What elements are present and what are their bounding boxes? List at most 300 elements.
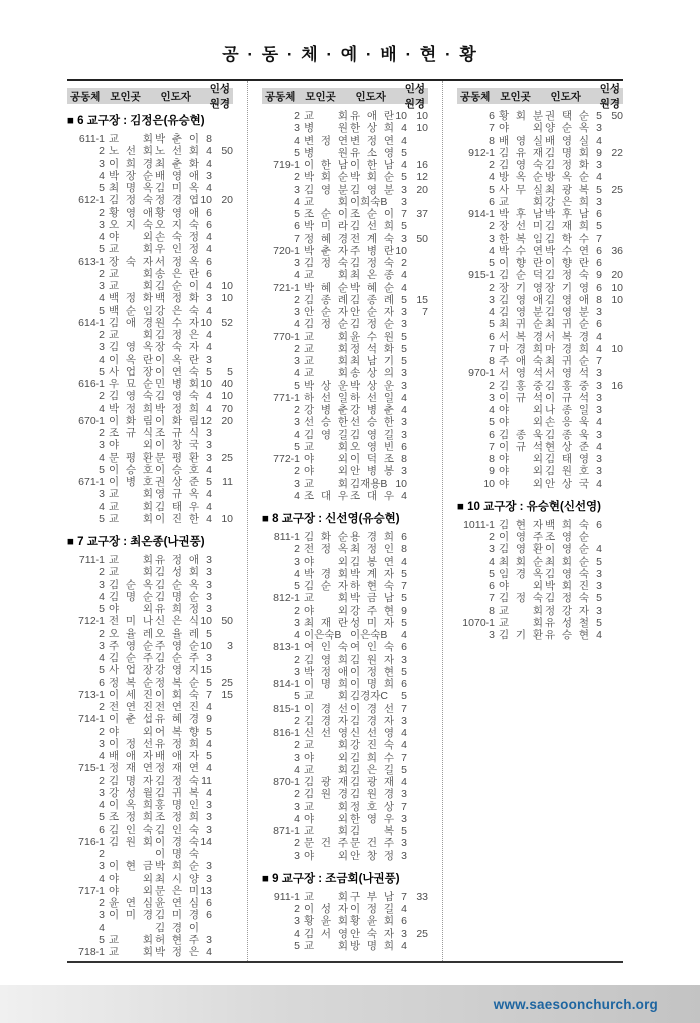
cell-bible [602, 196, 623, 208]
cell-meeting-place: 이 현 금 [109, 860, 153, 873]
cell-count: 3 [206, 566, 212, 579]
cell-community-id: 4 [99, 231, 105, 243]
cell-bible [407, 196, 428, 208]
cell-leader: 황 윤 회 [350, 915, 394, 928]
cell-community-id: 4 [294, 927, 300, 940]
cell-count: 3 [206, 652, 212, 664]
cell-count: 3 [596, 567, 602, 580]
cell-count: 5 [401, 616, 407, 629]
cell-leader: 김 은 길 [350, 763, 394, 776]
cell-meeting-place: 김 순 덕 [499, 269, 543, 282]
table-row [262, 617, 428, 629]
cell-bible [407, 147, 428, 159]
cell-leader: 김 정 숙 [545, 269, 589, 282]
cell-meeting-place: 박 미 라 [304, 220, 348, 233]
table-row [457, 220, 623, 232]
table-row [67, 860, 233, 872]
table-row [67, 476, 233, 488]
cell-bible [407, 531, 428, 543]
cell-leader: 김 영 길 [350, 428, 394, 441]
cell-bible [407, 580, 428, 592]
table-row [457, 110, 623, 122]
cell-meeting-place: 김 유 재 [499, 146, 543, 159]
cell-leader: 박 정 은 [155, 946, 199, 958]
cell-leader: 김 정 순 [350, 318, 394, 331]
cell-leader: 정 경 엽 [155, 194, 199, 207]
cell-count: 4 [401, 776, 407, 788]
cell-count: 5 [596, 220, 602, 233]
cell-leader: 김 원 호 [545, 465, 589, 478]
cell-bible: 3 [227, 639, 233, 652]
cell-leader: 윤 수 원 [350, 330, 394, 343]
table-row [457, 233, 623, 245]
cell-community-id: 6 [489, 330, 495, 343]
cell-bible [602, 306, 623, 318]
cell-community-id: 5 [294, 580, 300, 592]
cell-leader: 전 계 숙 [350, 232, 394, 245]
cell-count: 4 [206, 701, 212, 713]
cell-meeting-place: 이 승 호 [109, 463, 153, 476]
cell-bible [602, 404, 623, 416]
cell-community-id: 4 [489, 171, 495, 184]
cell-meeting-place: 서 복 경 [499, 330, 543, 343]
cell-count: 4 [206, 737, 212, 750]
table-row [262, 940, 428, 952]
cell-count: 4 [206, 786, 212, 799]
table-row [262, 531, 428, 543]
table-row [457, 478, 623, 490]
cell-community-id: 3 [99, 488, 105, 501]
cell-community-id: 2 [489, 159, 495, 171]
cell-count: 3 [401, 232, 407, 245]
cell-meeting-place: 교 회 [304, 939, 348, 952]
table-row [262, 147, 428, 159]
table-row [457, 355, 623, 367]
cell-community-id: 3 [489, 629, 495, 641]
cell-count: 3 [206, 872, 212, 885]
cell-community-id: 811-1 [273, 531, 300, 543]
table-row [457, 282, 623, 294]
cell-leader: 김 명 회 [545, 146, 589, 159]
cell-meeting-place: 선 승 한 [304, 416, 348, 429]
cell-count: 6 [596, 281, 602, 294]
table-row [262, 727, 428, 739]
cell-bible [407, 282, 428, 294]
cell-leader: 송 은 란 [155, 267, 199, 280]
cell-leader: 서 복 경 [545, 330, 589, 343]
table-column [457, 81, 623, 961]
header-count: 인원 [209, 83, 220, 110]
table-row [67, 750, 233, 762]
cell-count: 3 [206, 799, 212, 811]
cell-bible [407, 801, 428, 813]
table-row [67, 677, 233, 689]
cell-meeting-place: 교 회 [109, 933, 153, 946]
header-leader: 인도자 [160, 90, 191, 103]
cell-community-id: 814-1 [273, 678, 300, 690]
cell-leader: 원 수 자 [155, 316, 199, 329]
cell-leader: 김 정 숙 [350, 257, 394, 269]
column-body [67, 112, 233, 958]
table-row [262, 465, 428, 477]
cell-bible: 40 [221, 378, 233, 390]
cell-count: 3 [401, 416, 407, 429]
cell-meeting-place: 배 애 자 [109, 750, 153, 762]
cell-community-id: 4 [99, 292, 105, 305]
cell-meeting-place: 교 회 [109, 512, 153, 525]
cell-bible: 25 [221, 676, 233, 689]
table-row [262, 220, 428, 232]
cell-community-id: 6 [489, 580, 495, 592]
cell-community-id: 5 [294, 379, 300, 392]
cell-leader: 김 희 수 [350, 751, 394, 764]
cell-bible [407, 703, 428, 715]
cell-bible: 11 [222, 476, 233, 488]
cell-leader: 정 복 순 [155, 676, 199, 689]
cell-leader: 이 덕 조 [350, 453, 394, 465]
cell-count: 4 [401, 903, 407, 915]
cell-leader: 방 옥 순 [545, 171, 589, 184]
table-row [457, 556, 623, 568]
table-row [67, 427, 233, 439]
cell-leader: 주 영 순 [155, 639, 199, 652]
cell-count: 4 [596, 629, 602, 641]
cell-community-id: 3 [294, 355, 300, 367]
cell-count: 9 [206, 713, 212, 726]
cell-community-id: 6 [99, 823, 105, 836]
cell-leader: 이 화 림 [155, 414, 199, 427]
cell-community-id: 7 [489, 592, 495, 605]
cell-bible: 70 [221, 402, 233, 415]
cell-bible [212, 341, 233, 353]
cell-bible: 10 [221, 280, 233, 292]
cell-community-id: 915-1 [468, 269, 495, 282]
cell-meeting-place: 야 외 [304, 849, 348, 862]
cell-meeting-place: 김 정 숙 [109, 194, 153, 207]
cell-community-id: 3 [294, 257, 300, 269]
cell-leader: 이 명 희 [350, 678, 394, 690]
cell-meeting-place: 김 원 회 [109, 835, 153, 848]
cell-meeting-place: 정 복 순 [109, 676, 153, 689]
table-row [67, 354, 233, 366]
cell-leader: 김 순 주 [155, 652, 199, 664]
cell-leader: 이 경 선 [350, 702, 394, 715]
cell-community-id: 8 [489, 604, 495, 617]
cell-leader: 김 명 순 [155, 590, 199, 603]
cell-bible [602, 220, 623, 232]
cell-count: 3 [401, 653, 407, 666]
cell-leader: 박 회 진 [545, 580, 589, 592]
table-row [262, 282, 428, 294]
cell-leader: 김 정 은 [155, 329, 199, 341]
cell-leader: 강 은 숙 [155, 304, 199, 317]
cell-leader: 하 선 일 [350, 391, 394, 404]
table-row [67, 836, 233, 848]
cell-leader: 이 옥 란 [155, 353, 199, 366]
cell-count: 5 [401, 825, 407, 837]
cell-count: 3 [206, 823, 212, 836]
table-row [262, 813, 428, 825]
cell-leader: 안 병 봉 [350, 465, 394, 478]
cell-meeting-place: 교 회 [304, 195, 348, 208]
cell-leader: 강 영 지 [155, 664, 199, 677]
cell-bible [212, 934, 233, 946]
cell-meeting-place: 주 애 숙 [499, 355, 543, 367]
table-row [262, 416, 428, 428]
cell-bible [407, 441, 428, 453]
cell-leader: 한 영 우 [350, 812, 394, 825]
cell-count: 14 [200, 835, 212, 848]
cell-community-id: 871-1 [273, 825, 300, 837]
table-row [67, 378, 233, 390]
cell-leader: 장 기 영 [545, 281, 589, 294]
cell-meeting-place: 김 기 환 [499, 629, 543, 641]
cell-bible [602, 465, 623, 477]
cell-bible: 7 [422, 306, 428, 318]
cell-meeting-place: 교 회 [109, 329, 153, 341]
cell-bible [407, 813, 428, 825]
cell-meeting-place: 조 정 희 [109, 811, 153, 824]
cell-count: 12 [200, 414, 212, 427]
cell-community-id: 2 [489, 281, 495, 294]
cell-leader: 황 영 애 [155, 206, 199, 219]
cell-community-id: 3 [99, 157, 105, 170]
cell-community-id: 5 [99, 243, 105, 256]
cell-community-id: 5 [99, 463, 105, 476]
table-row [67, 640, 233, 652]
table-row [67, 726, 233, 738]
cell-community-id: 616-1 [78, 378, 105, 390]
cell-count: 4 [206, 341, 212, 354]
cell-meeting-place: 박 후 남 [499, 208, 543, 220]
cell-leader: 안 상 국 [545, 477, 589, 490]
cell-leader: 성 미 자 [350, 616, 394, 629]
header-place: 모인곳 [500, 90, 531, 103]
cell-count: 8 [401, 543, 407, 556]
cell-meeting-place: 교 회 [304, 763, 348, 776]
cell-leader: 이 한 남 [350, 159, 394, 171]
table-row [457, 519, 623, 531]
cell-meeting-place: 교 회 [109, 554, 153, 566]
cell-count: 5 [401, 665, 407, 678]
cell-count: 4 [596, 330, 602, 343]
cell-meeting-place: 오 지 숙 [109, 218, 153, 231]
cell-community-id: 5 [294, 146, 300, 159]
cell-count: 3 [401, 428, 407, 441]
cell-bible [407, 416, 428, 428]
cell-leader: 김 성 회 [155, 566, 199, 579]
cell-community-id: 4 [294, 567, 300, 580]
cell-bible: 20 [221, 414, 233, 427]
cell-count: 4 [596, 416, 602, 429]
cell-bible [407, 220, 428, 232]
cell-count: 5 [401, 763, 407, 776]
table-row [457, 294, 623, 306]
cell-count: 4 [401, 391, 407, 404]
cell-meeting-place: 하 선 일 [304, 391, 348, 404]
cell-bible [212, 591, 233, 603]
cell-count: 3 [401, 714, 407, 727]
cell-meeting-place: 박 정 희 [109, 402, 153, 415]
cell-community-id: 8 [489, 453, 495, 465]
cell-leader: 최 온 종 [350, 269, 394, 282]
cell-count: 3 [596, 604, 602, 617]
cell-bible [212, 133, 233, 145]
column-header [67, 83, 233, 110]
table-row [67, 713, 233, 725]
cell-count: 5 [401, 690, 407, 703]
cell-bible [407, 764, 428, 776]
cell-count: 5 [596, 555, 602, 568]
cell-community-id: 613-1 [78, 255, 105, 268]
cell-bible [212, 170, 233, 182]
cell-count: 6 [206, 255, 212, 268]
cell-count: 3 [401, 849, 407, 862]
cell-meeting-place: 박 수 연 [499, 244, 543, 257]
cell-bible [212, 922, 233, 934]
cell-meeting-place: 조 대 우 [304, 489, 348, 502]
table-row [262, 478, 428, 490]
cell-bible: 36 [611, 244, 623, 257]
table-row [457, 568, 623, 580]
cell-community-id: 2 [489, 220, 495, 233]
table-row [67, 909, 233, 921]
cell-bible: 33 [416, 890, 428, 903]
cell-bible [212, 305, 233, 317]
cell-meeting-place: 교 회 [109, 280, 153, 292]
table-row [262, 306, 428, 318]
cell-leader: 신 은 식 [155, 615, 199, 628]
cell-leader: 김 영 분 [545, 306, 589, 318]
table-row [67, 922, 233, 934]
cell-leader: 배 영 실 [545, 134, 589, 147]
cell-meeting-place: 김 순 자 [304, 580, 348, 592]
cell-meeting-place: 교 회 [109, 267, 153, 280]
cell-community-id: 2 [294, 837, 300, 850]
table-row [262, 556, 428, 568]
table-row [457, 159, 623, 171]
cell-leader: 문 평 환 [155, 451, 199, 464]
cell-community-id: 5 [294, 208, 300, 220]
cell-bible [407, 355, 428, 367]
cell-leader: 이은숙B [350, 629, 388, 641]
worship-status-table [67, 79, 623, 963]
cell-community-id: 2 [99, 897, 105, 909]
cell-community-id: 3 [294, 751, 300, 764]
table-row [262, 196, 428, 208]
table-row [262, 903, 428, 915]
cell-community-id: 10 [483, 477, 495, 490]
cell-bible [602, 122, 623, 134]
table-row [67, 439, 233, 451]
table-row [262, 666, 428, 678]
cell-bible [212, 885, 233, 897]
cell-count: 5 [206, 676, 212, 689]
cell-meeting-place: 이 병 호 [109, 476, 153, 488]
cell-bible [407, 915, 428, 927]
cell-bible [407, 269, 428, 281]
cell-leader: 권 택 순 [545, 110, 589, 122]
cell-leader: 이 회 숙 [155, 688, 199, 701]
cell-leader: 안 창 정 [350, 849, 394, 862]
table-row [262, 629, 428, 641]
cell-community-id: 720-1 [273, 244, 300, 257]
cell-leader: 최 정 인 [350, 543, 394, 556]
table-row [457, 629, 623, 641]
cell-leader: 강 병 춘 [350, 404, 394, 416]
table-row [262, 891, 428, 903]
cell-community-id: 3 [294, 183, 300, 196]
cell-community-id: 771-1 [273, 391, 300, 404]
website-link[interactable]: www.saesoonchurch.org [493, 996, 658, 1012]
cell-community-id: 4 [294, 134, 300, 147]
table-row [67, 219, 233, 231]
cell-community-id: 5 [99, 304, 105, 317]
table-row [67, 280, 233, 292]
cell-count: 3 [401, 812, 407, 825]
footer-bar [0, 985, 700, 1023]
cell-leader: 안 순 자 [350, 306, 394, 318]
cell-leader: 조 정 희 [155, 811, 199, 824]
cell-leader: 홍 명 인 [155, 799, 199, 811]
cell-count: 4 [596, 440, 602, 453]
table-row [262, 837, 428, 849]
table-row [262, 208, 428, 220]
cell-meeting-place: 교 회 [304, 800, 348, 813]
cell-count: 4 [596, 543, 602, 556]
table-row [457, 171, 623, 183]
cell-count: 4 [206, 182, 212, 194]
cell-bible [602, 531, 623, 543]
cell-count: 10 [200, 378, 212, 390]
cell-leader: 이 명 숙 [155, 848, 199, 860]
cell-meeting-place: 야 외 [499, 416, 543, 429]
section-title: ■ 6 교구장 : 김정은(유승현) [67, 115, 205, 127]
cell-meeting-place: 김 화 순 [304, 531, 348, 543]
cell-community-id: 2 [99, 267, 105, 280]
cell-bible [407, 727, 428, 739]
cell-community-id: 3 [99, 909, 105, 922]
cell-meeting-place: 이 명 희 [304, 678, 348, 690]
cell-count: 6 [206, 206, 212, 219]
cell-meeting-place: 서 영 석 [499, 367, 543, 380]
cell-bible [212, 664, 233, 676]
cell-count: 4 [206, 946, 212, 958]
table-row [67, 603, 233, 615]
cell-bible: 22 [611, 146, 623, 159]
cell-count: 3 [401, 927, 407, 940]
table-row [457, 543, 623, 555]
section-title: ■ 9 교구장 : 조금회(나권풍) [262, 872, 400, 885]
cell-bible [212, 762, 233, 774]
table-row [262, 641, 428, 653]
cell-community-id: 870-1 [273, 776, 300, 788]
cell-community-id: 717-1 [78, 884, 105, 897]
cell-bible [602, 233, 623, 245]
cell-leader: 오 영 빈 [350, 440, 394, 453]
cell-meeting-place: 야 외 [109, 872, 153, 885]
cell-leader: 김 홍 중 [545, 379, 589, 392]
table-row [67, 824, 233, 836]
cell-leader: 송 상 의 [350, 367, 394, 380]
cell-bible: 10 [416, 110, 428, 122]
cell-leader: 노 선 회 [155, 145, 199, 158]
cell-bible: 20 [221, 194, 233, 207]
cell-count: 3 [401, 367, 407, 380]
cell-count: 7 [401, 208, 407, 220]
table-row [262, 122, 428, 134]
column-divider [247, 81, 248, 961]
